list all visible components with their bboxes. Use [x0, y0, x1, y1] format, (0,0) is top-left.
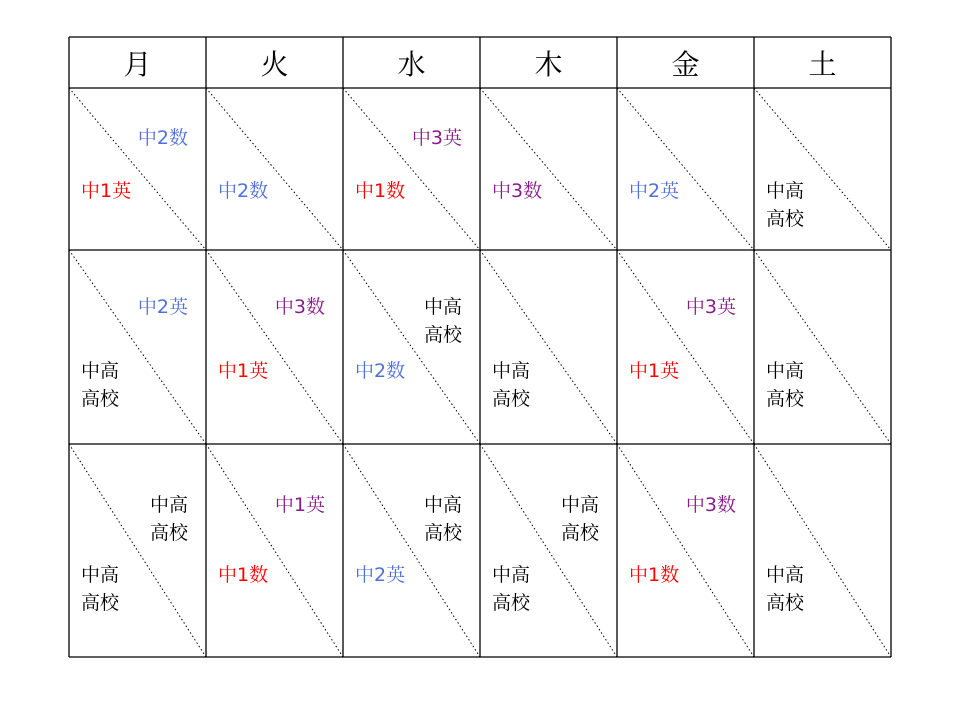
upper-class: 中3数 — [685, 493, 736, 516]
lower-class: 中2英 — [629, 180, 680, 203]
timetable-cell — [754, 444, 891, 657]
timetable-cell — [617, 444, 754, 657]
upper-class: 中高 高校 — [560, 493, 599, 544]
timetable-cell — [343, 250, 480, 444]
timetable-cell — [69, 444, 206, 657]
day-header: 木 — [534, 47, 563, 81]
timetable-cell — [343, 88, 480, 250]
timetable-cell — [617, 88, 754, 250]
upper-class: 中高 高校 — [423, 493, 462, 544]
lower-class: 中1英 — [218, 359, 269, 382]
upper-class: 中2英 — [137, 295, 188, 318]
day-header: 金 — [671, 47, 700, 81]
lower-class: 中高 高校 — [81, 564, 120, 615]
lower-class: 中1数 — [629, 564, 680, 587]
upper-class: 中高 高校 — [423, 295, 462, 346]
lower-class: 中1英 — [81, 180, 132, 203]
timetable-cell — [69, 88, 206, 250]
day-header: 火 — [260, 47, 289, 81]
lower-class: 中2数 — [218, 180, 269, 203]
upper-class: 中3英 — [685, 295, 736, 318]
lower-class: 中高 高校 — [492, 359, 531, 410]
upper-class: 中1英 — [274, 493, 325, 516]
lower-class: 中高 高校 — [766, 359, 805, 410]
lower-class: 中1英 — [629, 359, 680, 382]
lower-class: 中1数 — [218, 564, 269, 587]
lower-class: 中高 高校 — [492, 564, 531, 615]
lower-class: 中3数 — [492, 180, 543, 203]
timetable-cell — [206, 250, 343, 444]
lower-class: 中高 高校 — [766, 180, 805, 231]
timetable-cell — [754, 88, 891, 250]
lower-class: 中高 高校 — [766, 564, 805, 615]
timetable-cell — [617, 250, 754, 444]
upper-class: 中高 高校 — [149, 493, 188, 544]
lower-class: 中1数 — [355, 180, 406, 203]
day-header: 水 — [397, 47, 426, 81]
timetable-cell — [480, 444, 617, 657]
timetable-cell — [343, 444, 480, 657]
lower-class: 中高 高校 — [81, 359, 120, 410]
lower-class: 中2数 — [355, 359, 406, 382]
timetable-cell — [206, 88, 343, 250]
timetable-cell — [754, 250, 891, 444]
day-header: 土 — [808, 47, 837, 81]
upper-class: 中3英 — [411, 126, 462, 149]
timetable-cell — [69, 250, 206, 444]
timetable-cell — [206, 444, 343, 657]
upper-class: 中3数 — [274, 295, 325, 318]
lower-class: 中2英 — [355, 564, 406, 587]
upper-class: 中2数 — [137, 126, 188, 149]
day-header: 月 — [123, 47, 152, 81]
timetable-cell — [480, 88, 617, 250]
timetable-cell — [480, 250, 617, 444]
